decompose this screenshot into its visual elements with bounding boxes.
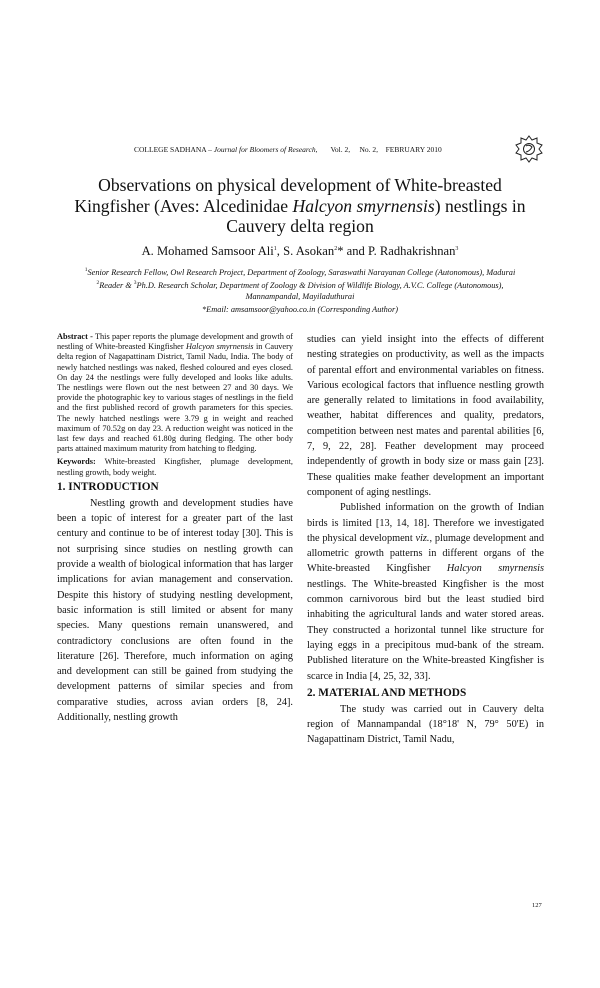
college-sadhana-logo-icon <box>514 134 544 164</box>
abstract-label: Abstract - <box>57 332 93 341</box>
intro-p2-text-c: nestlings. The White-breasted Kingfisher is the most common carnivorous bird but the least studied bird inhabiting the agricultural lands and water stored areas. They constructed a horizontal tunnel like structure for laying eggs in a precipitous mud-bank of the stream. Published literature on the White-breasted Kingfisher is scarce in India [4, 25, 32, 33]. <box>307 578 544 682</box>
intro-p2-text-a: Published information on the growth of Indian birds is limited [13, 14, 18]. Therefore we investigated the physical development <box>307 502 544 544</box>
affiliation-1-mark: 1 <box>84 267 88 273</box>
intro-p2-text-b: , plumage development and allometric growth patterns in different organs of the White-breasted Kingfisher <box>307 532 544 575</box>
methods-heading: 2. MATERIAL AND METHODS <box>307 686 467 699</box>
header-journal: Journal for Bloomers of Research, <box>213 145 318 154</box>
affiliation-2-mark: 2 <box>96 279 100 286</box>
keywords-text: White-breasted Kingfisher, plumage development, nestling growth, body weight. <box>57 457 293 477</box>
affiliation-2-prefix: Reader & <box>99 280 134 290</box>
header-date: FEBRUARY 2010 <box>385 145 442 154</box>
abstract-text-2: in Cauvery delta region of Nagapattinam District, Tamil Nadu, India. The body of newly hatched nestlings was naked, fleshed coloured and eyes closed. On day 24 the nestlings were fully developed and looks like adults. The nestlings were flown out the nest between 27 and 30 days. We provide the photographic key to various stages of nestlings in the field and the first published record of growth parameters for this species. The newly hatched nestlings were 3.79 g in weight and reached maximum of 70.52g on day 23. A reduction weight was noticed in the last few days and reached 61.80g during fledging. The other body parts attained maximum maturity from hatching to fledging. <box>57 342 293 454</box>
introduction-paragraph: Nestling growth and development studies have been a topic of interest for a greater part of the last century and continue to be of interest today [30]. This is not surprising since studies on nestling growth can provide a wealth of biological information that has larger implications for avian management and conservation. Despite this history of studying nestling development, basic information is still limited or absent for many species. Many questions remain unanswered, and contradictory conclusions are often found in the literature [26]. Therefore, much information on aging and development can still be gained from studying the development patterns of similar species and from comparative studies, across avian orders [8, 24]. Additionally, nestling growth <box>57 497 293 723</box>
intro-p2-viz: viz. <box>415 532 430 544</box>
affiliation-2 <box>80 278 520 302</box>
affiliations <box>80 265 520 315</box>
author-2-corresponding-mark: * and <box>337 244 368 258</box>
author-3: P. Radhakrishnan <box>367 244 456 258</box>
page-number: 127 <box>532 902 542 909</box>
header-issue: No. 2, <box>359 145 379 154</box>
title-species: Halcyon smyrnensis <box>292 195 435 216</box>
keywords <box>57 457 293 477</box>
introduction-heading: 1. INTRODUCTION <box>57 480 159 493</box>
affiliation-1-text: Senior Research Fellow, Owl Research Project, Department of Zoology, Saraswathi Narayanan College (Autonomous), Madurai <box>87 267 516 277</box>
author-list <box>60 244 540 259</box>
introduction-paragraph-2 <box>307 500 544 684</box>
affiliation-3-mark: 3 <box>133 279 137 286</box>
abstract-text-1: This paper reports the plumage development and growth of nestling of White-breasted Kingfisher <box>57 332 293 352</box>
author-separator: , <box>276 244 284 258</box>
abstract-species: Halcyon smyrnensis <box>186 342 254 352</box>
header-publisher: COLLEGE SADHANA – <box>134 145 212 154</box>
affiliation-2-text: Ph.D. Research Scholar, Department of Zoology & Division of Wildlife Biology, A.V.C. College (Autonomous), Mannampandal, Mayiladuthurai <box>136 280 504 301</box>
author-2: S. Asokan <box>283 244 335 258</box>
introduction-continued-paragraph: studies can yield insight into the effects of different nesting strategies on productivity, as well as the impacts of parental effort and environmental variables on fitness. Various ecological factors that influence nestling growth are generally related to limitations in food availability, weather, habitat differences and quality, predators, competition between nest mates and parental abilities [6, 7, 9, 22, 28]. Feather development may proceed independently of growth in body size or mass gain [23]. These qualities make feather development an important component of aging nestlings. <box>307 334 544 498</box>
author-2-affil-mark: 2 <box>334 245 338 252</box>
title-part1: Observations on physical development of White-breasted Kingfisher (Aves: Alcedinidae <box>74 175 502 216</box>
methods-paragraph: The study was carried out in Cauvery delta region of Mannampandal (18°18' N, 79° 50'E) in Nagapattinam District, Tamil Nadu, <box>307 703 544 746</box>
right-column <box>307 332 544 748</box>
abstract <box>57 332 293 454</box>
intro-p2-species: Halcyon smyrnensis <box>446 563 544 575</box>
paper-title <box>60 175 540 237</box>
running-header <box>134 145 474 154</box>
author-3-affil-mark: 3 <box>455 245 459 252</box>
corresponding-email: *Email: amsamsoor@yahoo.co.in (Corresponding Author) <box>202 305 398 315</box>
keywords-label: Keywords: <box>57 457 96 467</box>
author-1-affil-mark: 1 <box>273 245 277 252</box>
left-column <box>57 332 293 725</box>
author-1: A. Mohamed Samsoor Ali <box>141 244 274 258</box>
affiliation-1 <box>80 265 520 278</box>
header-volume: Vol. 2, <box>330 145 351 154</box>
title-part2: ) nestlings in Cauvery delta region <box>226 195 526 236</box>
